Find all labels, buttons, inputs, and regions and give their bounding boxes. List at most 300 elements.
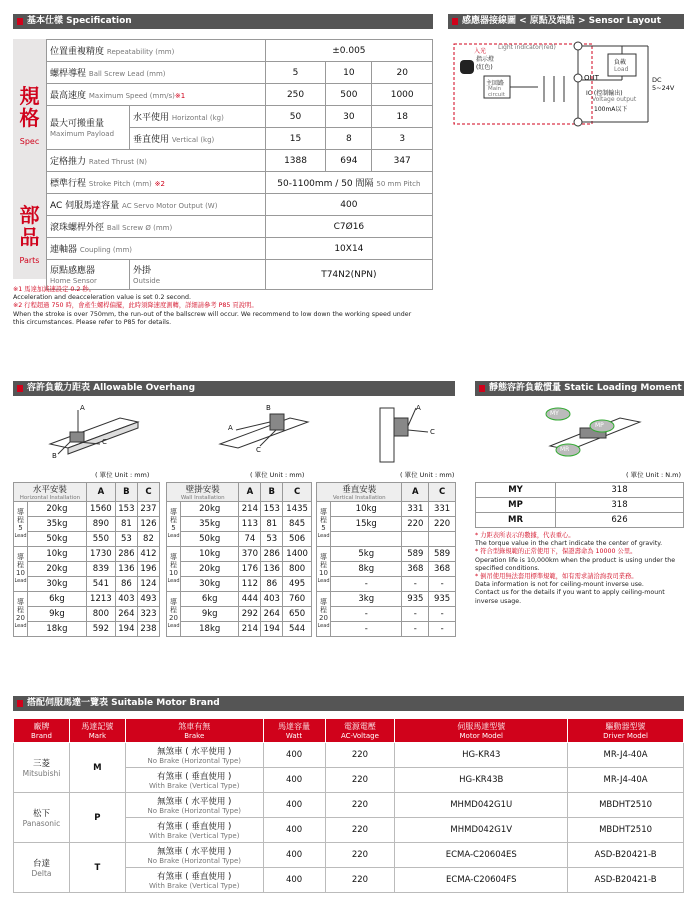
value-cell: 220 — [325, 843, 395, 868]
brake-en: No Brake (Horizontal Type) — [147, 807, 242, 815]
value-cell: 286 — [115, 547, 137, 562]
table-row — [14, 577, 160, 592]
weight-cell: 18kg — [28, 622, 87, 637]
weight-cell: 9kg — [181, 607, 239, 622]
brake-zh: 有煞車 ( 垂直使用 ) — [157, 772, 232, 782]
value-cell: 403 — [261, 592, 283, 607]
lead-cell — [317, 547, 331, 592]
h-c-label: C — [102, 438, 107, 446]
brand-cell — [14, 843, 70, 893]
mp-label: MP — [595, 422, 604, 429]
h-a-label: A — [80, 404, 85, 412]
value-cell: 220 — [325, 793, 395, 818]
value-cell: 845 — [283, 517, 312, 532]
brand-cell — [14, 793, 70, 843]
table-row — [14, 502, 160, 517]
value-cell: 1400 — [283, 547, 312, 562]
main-circuit-zh: 主回路 — [486, 80, 505, 87]
col-header-zh: 廠牌 — [33, 722, 50, 731]
lead-zh2: 程 — [17, 516, 24, 524]
value-cell: 196 — [137, 562, 159, 577]
value-cell: 368 — [402, 562, 429, 577]
v-unit: ( 單位 Unit : mm) — [400, 471, 455, 479]
weight-cell: 10kg — [28, 547, 87, 562]
col-header — [395, 719, 568, 743]
lead-en: Lead — [14, 623, 27, 629]
value-cell: 493 — [137, 592, 159, 607]
value-cell: 194 — [261, 622, 283, 637]
w-b-label: B — [266, 404, 271, 412]
lead-zh: 導 — [170, 508, 177, 516]
value-cell: MR-J4-40A — [568, 768, 684, 793]
my-label: MY — [550, 410, 559, 417]
table-row — [167, 577, 312, 592]
dc-voltage-label: 5~24V — [652, 84, 675, 92]
value-cell: 589 — [402, 547, 429, 562]
value-cell — [429, 532, 456, 547]
weight-cell: 20kg — [28, 562, 87, 577]
table-row — [14, 622, 160, 637]
lead-cell — [167, 502, 181, 547]
sensor-diagram — [448, 36, 684, 128]
lead-zh: 導 — [17, 508, 24, 516]
value-cell: 323 — [137, 607, 159, 622]
install-title-zh: 壁掛安裝 — [185, 485, 220, 495]
weight-cell: - — [331, 607, 402, 622]
value-cell: - — [429, 577, 456, 592]
horizontal-overhang-table — [13, 482, 160, 637]
value-cell: 237 — [137, 502, 159, 517]
install-title-en: Vertical Installation — [332, 495, 386, 501]
lead-cell — [317, 502, 331, 547]
lead-zh: 導 — [17, 553, 24, 561]
load-zh: 負載 — [614, 59, 627, 66]
weight-cell: 35kg — [28, 517, 87, 532]
table-row — [167, 592, 312, 607]
value-cell: HG-KR43 — [395, 743, 568, 768]
col-header — [69, 719, 125, 743]
col-header — [568, 719, 684, 743]
brand-zh: 松下 — [32, 809, 50, 819]
value-cell: 124 — [137, 577, 159, 592]
weight-cell: 35kg — [181, 517, 239, 532]
value-cell: 126 — [137, 517, 159, 532]
brake-en: No Brake (Horizontal Type) — [147, 857, 242, 865]
w-unit: ( 單位 Unit : mm) — [250, 471, 305, 479]
value-cell: - — [402, 607, 429, 622]
lead-zh2: 程 — [17, 561, 24, 569]
value-cell: 650 — [283, 607, 312, 622]
value-cell: 220 — [325, 868, 395, 893]
value-cell: 760 — [283, 592, 312, 607]
value-cell: 264 — [261, 607, 283, 622]
value-cell: 544 — [283, 622, 312, 637]
wall-overhang-table — [166, 482, 312, 637]
weight-cell: 9kg — [28, 607, 87, 622]
w-c-label: C — [256, 446, 261, 454]
value-cell: 1730 — [86, 547, 115, 562]
spec-side-label: 規 格 Spec — [13, 39, 46, 188]
current-label: 100mA以下 — [594, 106, 628, 113]
col-header-en: Brake — [184, 732, 205, 740]
value-cell: 331 — [429, 502, 456, 517]
mark-cell: T — [69, 843, 125, 893]
value-cell: 82 — [137, 532, 159, 547]
value-cell: 403 — [115, 592, 137, 607]
static-header: 靜態容許負載慣量 Static Loading Moment — [475, 381, 684, 396]
weight-cell: 6kg — [181, 592, 239, 607]
header-row — [14, 719, 684, 743]
value-cell: 890 — [86, 517, 115, 532]
value-cell: MHMD042G1V — [395, 818, 568, 843]
value-cell: 935 — [402, 592, 429, 607]
brake-cell — [125, 743, 263, 768]
table-row — [317, 592, 456, 607]
value-cell: 800 — [283, 562, 312, 577]
lead-cell — [14, 502, 28, 547]
mr-label: MR — [560, 446, 570, 453]
lead-en: Lead — [317, 533, 330, 539]
brake-cell — [125, 793, 263, 818]
header-row — [317, 483, 456, 502]
brand-zh: 台達 — [32, 859, 50, 869]
lead-value: 5 — [171, 524, 176, 532]
lead-value: 10 — [16, 569, 25, 577]
col-header-zh: 馬達記號 — [81, 722, 114, 731]
value-cell: 400 — [263, 793, 325, 818]
value-cell: 935 — [429, 592, 456, 607]
value-cell: 370 — [239, 547, 261, 562]
value-cell: 1560 — [86, 502, 115, 517]
brake-cell — [125, 768, 263, 793]
value-cell: 400 — [263, 868, 325, 893]
value-cell: 444 — [239, 592, 261, 607]
static-diagram — [540, 406, 660, 458]
lead-en: Lead — [167, 533, 180, 539]
brand-cell — [14, 743, 70, 793]
value-cell: 74 — [239, 532, 261, 547]
value-cell: 194 — [115, 622, 137, 637]
value-cell: 113 — [239, 517, 261, 532]
value-cell: 1213 — [86, 592, 115, 607]
brand-en: Mitsubishi — [22, 769, 61, 778]
lead-zh: 導 — [17, 598, 24, 606]
install-title — [167, 483, 239, 502]
light-indicator-label: Light indicator(red) — [498, 44, 556, 51]
table-row — [317, 502, 456, 517]
lead-value: 20 — [319, 614, 328, 622]
value-cell: 220 — [325, 743, 395, 768]
weight-cell: 8kg — [331, 562, 402, 577]
brake-en: With Brake (Vertical Type) — [149, 832, 240, 840]
brand-zh: 三菱 — [32, 759, 50, 769]
brake-zh: 無煞車 ( 水平使用 ) — [157, 747, 232, 757]
h-b-label: B — [52, 452, 57, 460]
col-header: A — [402, 483, 429, 502]
col-header-en: Watt — [285, 732, 303, 740]
value-cell: ASD-B20421-B — [568, 868, 684, 893]
table-row — [167, 622, 312, 637]
spec-table: 位置重複精度 Repeatability (mm) ±0.005 螺桿導程 Ball Screw Lead (mm) 5 10 20 最高速度 Maximum Speed (mm/s)※1 250 500 1000 最大可搬重量 Maximum Payload 水平使用 Horizontal (kg) 50 30 18 垂直使用 Vertical (kg) 15 8 3 定格推力 Rated Thrust (N) 1388 694 347 標準行程 Stroke Pitch (mm) ※2 50-1100mm / 50 間隔 50 mm Pitch AC 伺服馬達容量 AC Servo Motor Output (W) 400 滾珠螺桿外徑 Ball Screw Ø (mm) C7Ø16 連軸器 Coupling (mm) 10X14 原點感應器 Home Sensor 外掛 Outside T74N2(NPN) — [46, 39, 433, 290]
brake-zh: 有煞車 ( 垂直使用 ) — [157, 822, 232, 832]
table-row — [167, 532, 312, 547]
lead-en: Lead — [167, 578, 180, 584]
lead-cell — [167, 592, 181, 637]
table-row — [317, 517, 456, 532]
lead-value: 10 — [169, 569, 178, 577]
install-title — [317, 483, 402, 502]
brake-zh: 無煞車 ( 水平使用 ) — [157, 847, 232, 857]
weight-cell: - — [331, 622, 402, 637]
table-row — [14, 843, 684, 868]
h-unit: ( 單位 Unit : mm) — [95, 471, 150, 479]
value-cell: 153 — [261, 502, 283, 517]
table-row — [14, 793, 684, 818]
weight-cell: 30kg — [181, 577, 239, 592]
lead-en: Lead — [317, 578, 330, 584]
install-title-zh: 垂直安裝 — [342, 485, 377, 495]
value-cell: 839 — [86, 562, 115, 577]
lead-value: 20 — [169, 614, 178, 622]
value-cell: 495 — [283, 577, 312, 592]
value-cell: 1435 — [283, 502, 312, 517]
main-circuit-en1: Main — [488, 86, 502, 92]
h-table-el — [13, 482, 160, 637]
weight-cell: 15kg — [331, 517, 402, 532]
brand-en: Delta — [31, 869, 52, 878]
lead-value: 20 — [16, 614, 25, 622]
table-row — [317, 577, 456, 592]
weight-cell: 10kg — [181, 547, 239, 562]
v-table-el — [316, 482, 456, 637]
table-row — [167, 562, 312, 577]
table-row — [14, 532, 160, 547]
weight-cell: 5kg — [331, 547, 402, 562]
table-row — [317, 607, 456, 622]
lead-en: Lead — [317, 623, 330, 629]
spec-header: 基本仕樣 Specification — [13, 14, 433, 29]
lead-value: 5 — [18, 524, 23, 532]
spec-notes: ※1 馬達加減速設定 0.2 秒。 Acceleration and deacceleration value is set 0.2 second. ※2 行程超過 750 時，會產生螺桿偏擺，此時須降速度測轉，詳細請參考 P85 頁說明。 When the stroke is over 750mm, the run-out of the ballscrew will occur. We recommend to low down the working speed under this circumstances. Please refer to P85 for details. — [13, 286, 412, 326]
static-notes: * 力距表所表示的數據，代表重心。 The torque value in the chart indicate the center of gravity. * 符合型錄規範的正常使用下，保證壽命為 10000 公里。 Operation life is 10,000km when the product is using under the specified conditions. * 倒吊使用無法套用標準規範，如有需求請洽詢我司業務。 Data information is not for ceiling-mount inverse use. Contact us for the details if you want to apply ceiling-mount inverse usage. — [475, 532, 676, 605]
value-cell: 136 — [261, 562, 283, 577]
value-cell: 400 — [263, 818, 325, 843]
value-cell: 400 — [263, 768, 325, 793]
col-header-en: Brand — [31, 732, 52, 740]
value-cell: MR-J4-40A — [568, 743, 684, 768]
value-cell: MBDHT2510 — [568, 793, 684, 818]
mark-cell: M — [69, 743, 125, 793]
lead-zh: 導 — [320, 598, 327, 606]
table-row — [317, 562, 456, 577]
value-cell: 53 — [261, 532, 283, 547]
value-cell: - — [402, 622, 429, 637]
weight-cell: 6kg — [28, 592, 87, 607]
header-row — [167, 483, 312, 502]
lead-zh: 導 — [170, 553, 177, 561]
weight-cell: 30kg — [28, 577, 87, 592]
weight-cell: 20kg — [181, 562, 239, 577]
value-cell: 214 — [239, 502, 261, 517]
lead-cell — [14, 547, 28, 592]
value-cell — [402, 532, 429, 547]
table-row — [14, 743, 684, 768]
brake-en: With Brake (Vertical Type) — [149, 882, 240, 890]
value-cell: 292 — [239, 607, 261, 622]
v-a-label: A — [416, 404, 421, 412]
col-header-zh: 驅動器型號 — [605, 722, 646, 731]
col-header: C — [137, 483, 159, 502]
lead-zh2: 程 — [320, 606, 327, 614]
col-header — [14, 719, 70, 743]
value-cell: 214 — [239, 622, 261, 637]
table-row — [14, 607, 160, 622]
table-row — [317, 547, 456, 562]
brake-cell — [125, 843, 263, 868]
value-cell: 176 — [239, 562, 261, 577]
v-c-label: C — [430, 428, 435, 436]
value-cell: ECMA-C20604FS — [395, 868, 568, 893]
col-header-en: Motor Model — [459, 732, 503, 740]
brake-zh: 無煞車 ( 水平使用 ) — [157, 797, 232, 807]
weight-cell: 20kg — [28, 502, 87, 517]
red-label: (紅色) — [476, 64, 493, 71]
in-light-label: 入光 — [474, 48, 487, 55]
motor-table — [13, 718, 684, 893]
value-cell: 53 — [115, 532, 137, 547]
lead-value: 5 — [321, 524, 326, 532]
overhang-header: 容許負載力距表 Allowable Overhang — [13, 381, 455, 396]
weight-cell: 18kg — [181, 622, 239, 637]
value-cell: 412 — [137, 547, 159, 562]
value-cell: - — [402, 577, 429, 592]
lead-cell — [14, 592, 28, 637]
brake-cell — [125, 868, 263, 893]
col-header: C — [283, 483, 312, 502]
col-header — [125, 719, 263, 743]
table-row — [317, 622, 456, 637]
col-header-en: Mark — [88, 732, 107, 740]
mark-cell: P — [69, 793, 125, 843]
col-header-zh: 電源電壓 — [343, 722, 376, 731]
value-cell: 86 — [261, 577, 283, 592]
table-row — [167, 502, 312, 517]
col-header-zh: 伺服馬達型號 — [457, 722, 506, 731]
col-header-zh: 煞車有無 — [178, 722, 211, 731]
value-cell: 592 — [86, 622, 115, 637]
value-cell: 550 — [86, 532, 115, 547]
ic-label: IC (控制輸出) — [586, 90, 623, 97]
lead-zh2: 程 — [170, 516, 177, 524]
col-header — [325, 719, 395, 743]
value-cell: 264 — [115, 607, 137, 622]
lead-cell — [167, 547, 181, 592]
table-row — [14, 592, 160, 607]
table-row — [317, 532, 456, 547]
weight-cell — [331, 532, 402, 547]
value-cell: - — [429, 622, 456, 637]
voltage-output-label: Voltage output — [592, 96, 637, 103]
value-cell: 800 — [86, 607, 115, 622]
brake-en: No Brake (Horizontal Type) — [147, 757, 242, 765]
brake-cell — [125, 818, 263, 843]
value-cell: 153 — [115, 502, 137, 517]
lead-zh2: 程 — [320, 561, 327, 569]
lead-zh: 導 — [170, 598, 177, 606]
col-header-en: AC-Voltage — [340, 732, 379, 740]
sensor-header: 感應器接線圖 < 原點及端點 > Sensor Layout — [448, 14, 684, 29]
lead-zh: 導 — [320, 508, 327, 516]
parts-side-label: 部 品 Parts — [13, 188, 46, 279]
lead-zh2: 程 — [170, 606, 177, 614]
table-row — [14, 547, 160, 562]
col-header: C — [429, 483, 456, 502]
static-unit: ( 單位 Unit : N.m) — [626, 471, 682, 479]
weight-cell: - — [331, 577, 402, 592]
value-cell: 589 — [429, 547, 456, 562]
indicator-label: 指示燈 — [476, 56, 495, 63]
col-header: B — [261, 483, 283, 502]
lead-cell — [317, 592, 331, 637]
overhang-diagrams — [20, 404, 450, 464]
value-cell: MHMD042G1U — [395, 793, 568, 818]
weight-cell: 20kg — [181, 502, 239, 517]
brand-en: Panasonic — [22, 819, 61, 828]
value-cell: 286 — [261, 547, 283, 562]
out-label: OUT — [584, 74, 599, 82]
header-row — [14, 483, 160, 502]
lead-en: Lead — [14, 578, 27, 584]
value-cell: - — [429, 607, 456, 622]
table-row — [167, 517, 312, 532]
lead-value: 10 — [319, 569, 328, 577]
w-table-el — [166, 482, 312, 637]
motors-header: 搭配伺服馬達一覽表 Suitable Motor Brand — [13, 696, 684, 711]
lead-zh2: 程 — [17, 606, 24, 614]
value-cell: 136 — [115, 562, 137, 577]
value-cell: 331 — [402, 502, 429, 517]
col-header: B — [115, 483, 137, 502]
install-title-en: Wall Installation — [180, 495, 225, 501]
col-header: A — [239, 483, 261, 502]
main-circuit-en2: circuit — [488, 92, 505, 98]
value-cell: 220 — [402, 517, 429, 532]
col-header-zh: 馬達容量 — [278, 722, 311, 731]
install-title — [14, 483, 87, 502]
value-cell: 220 — [325, 818, 395, 843]
value-cell: 400 — [263, 743, 325, 768]
value-cell: MBDHT2510 — [568, 818, 684, 843]
weight-cell: 10kg — [331, 502, 402, 517]
value-cell: ECMA-C20604ES — [395, 843, 568, 868]
table-row — [167, 547, 312, 562]
lead-en: Lead — [14, 533, 27, 539]
lead-zh2: 程 — [320, 516, 327, 524]
value-cell: 81 — [261, 517, 283, 532]
table-row — [167, 607, 312, 622]
table-row — [14, 562, 160, 577]
static-table: MY 318 MP 318 MR 626 — [475, 482, 684, 528]
vertical-overhang-table — [316, 482, 456, 637]
value-cell: 368 — [429, 562, 456, 577]
overhang-svg — [20, 404, 450, 464]
value-cell: ASD-B20421-B — [568, 843, 684, 868]
weight-cell: 3kg — [331, 592, 402, 607]
install-title-en: Horizontal Installation — [19, 495, 81, 501]
col-header-en: Driver Model — [603, 732, 648, 740]
weight-cell: 50kg — [181, 532, 239, 547]
w-a-label: A — [228, 424, 233, 432]
